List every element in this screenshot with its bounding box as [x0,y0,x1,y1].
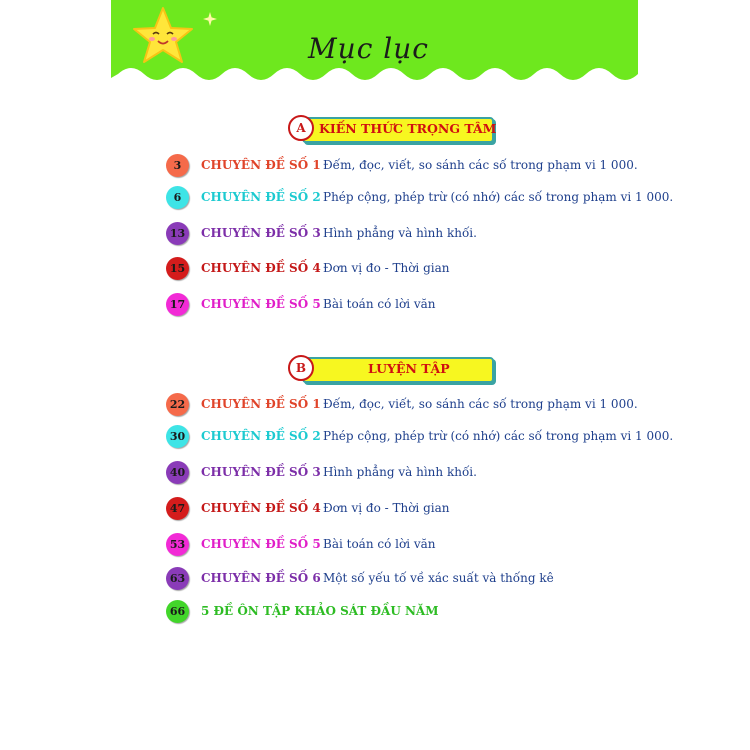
topic-description: Bài toán có lời văn [323,297,436,311]
topic-label: CHUYÊN ĐỀ SỐ 3 [201,226,321,240]
page-number-badge: 63 [166,567,189,590]
topic-label: CHUYÊN ĐỀ SỐ 4 [201,261,321,275]
page-number-badge: 3 [166,154,189,177]
page-number-badge: 47 [166,497,189,520]
section-a-title-box [302,117,497,143]
section-a-letter: A [288,115,314,141]
section-a-title: KIẾN THỨC TRỌNG TÂM [319,121,497,136]
section-b-header [288,355,508,383]
topic-label: CHUYÊN ĐỀ SỐ 1 [201,397,321,411]
topic-description: Một số yếu tố về xác suất và thống kê [323,571,554,585]
topic-label: 5 ĐỀ ÔN TẬP KHẢO SÁT ĐẦU NĂM [201,604,439,618]
topic-description: Bài toán có lời văn [323,537,436,551]
toc-page [111,0,674,750]
topic-description: Đơn vị đo - Thời gian [323,261,450,275]
topic-description: Phép cộng, phép trừ (có nhớ) các số trong phạm vi 1 000. [323,429,674,443]
topic-label: CHUYÊN ĐỀ SỐ 5 [201,297,321,311]
toc-row[interactable] [166,293,636,317]
topic-description: Đếm, đọc, viết, so sánh các số trong phạm vi 1 000. [323,397,638,411]
toc-row[interactable] [166,425,674,449]
toc-row[interactable] [166,186,674,210]
toc-row[interactable] [166,222,636,246]
page-number-badge: 13 [166,222,189,245]
topic-label: CHUYÊN ĐỀ SỐ 1 [201,158,321,172]
sparkle-icon [203,12,217,31]
toc-row[interactable] [166,461,636,485]
page-number-badge: 15 [166,257,189,280]
topic-description: Đếm, đọc, viết, so sánh các số trong phạm vi 1 000. [323,158,638,172]
page-number-badge: 6 [166,186,189,209]
topic-label: CHUYÊN ĐỀ SỐ 3 [201,465,321,479]
topic-label: CHUYÊN ĐỀ SỐ 2 [201,429,321,443]
section-b-letter: B [288,355,314,381]
page-number-badge: 17 [166,293,189,316]
page-title: Mục lục [308,32,429,65]
toc-row[interactable] [166,567,636,591]
topic-label: CHUYÊN ĐỀ SỐ 4 [201,501,321,515]
page-number-badge: 40 [166,461,189,484]
toc-row[interactable] [166,393,636,417]
topic-description: Hình phẳng và hình khối. [323,465,477,479]
toc-row[interactable] [166,154,636,178]
topic-label: CHUYÊN ĐỀ SỐ 5 [201,537,321,551]
toc-row[interactable] [166,533,636,557]
topic-label: CHUYÊN ĐỀ SỐ 6 [201,571,321,585]
toc-row-extra[interactable] [166,600,636,624]
topic-label: CHUYÊN ĐỀ SỐ 2 [201,190,321,204]
section-b-title-box [302,357,494,383]
smiling-star-icon [131,4,195,73]
topic-description: Hình phẳng và hình khối. [323,226,477,240]
toc-row[interactable] [166,497,636,521]
page-number-badge: 30 [166,425,189,448]
page-number-badge: 66 [166,600,189,623]
toc-row[interactable] [166,257,636,281]
topic-description: Phép cộng, phép trừ (có nhớ) các số trong phạm vi 1 000. [323,190,674,204]
topic-description: Đơn vị đo - Thời gian [323,501,450,515]
section-b-title: LUYỆN TẬP [368,361,450,376]
section-a-header [288,115,508,143]
page-number-badge: 22 [166,393,189,416]
page-number-badge: 53 [166,533,189,556]
